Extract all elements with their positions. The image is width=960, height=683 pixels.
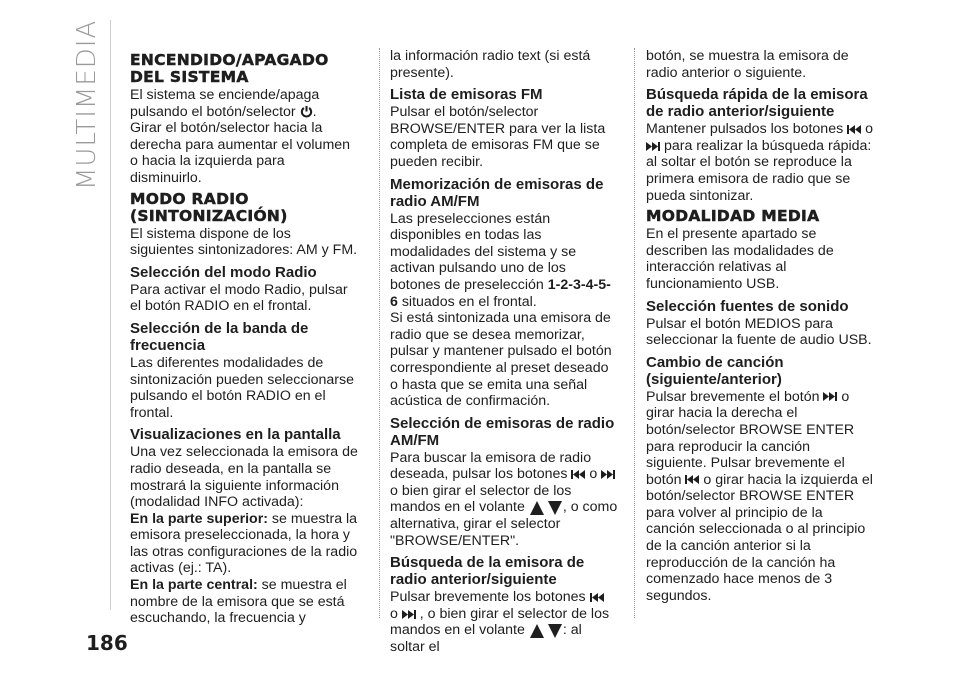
- heading-encendido: ENCENDIDO/APAGADO DEL SISTEMA: [130, 51, 329, 86]
- text: Mantener pulsados los botones: [646, 121, 848, 138]
- paragraph: botón, se muestra la emisora de radio anterior o siguiente.: [646, 48, 849, 81]
- heading-busqueda-rapida: Búsqueda rápida de la emisora de radio anterior/siguiente: [646, 86, 868, 121]
- paragraph: Una vez seleccionada la emisora de radio deseada, en la pantalla se mostrará la siguiente información (modalidad INFO activada):: [130, 444, 358, 511]
- text: para realizar la búsqueda rápida: al soltar el botón se reproduce la primera emisora de radio que se pueda sintonizar.: [646, 137, 872, 204]
- paragraph: [130, 577, 358, 627]
- power-icon: [300, 105, 313, 118]
- bold-label: En la parte central:: [130, 577, 258, 594]
- sidebar-divider: [110, 20, 111, 610]
- paragraph: En el presente apartado se describen las modalidades de interacción relativas al funcionamiento USB.: [646, 226, 834, 292]
- text: Para buscar la emisora de radio deseada, pulsar los botones: [390, 449, 592, 483]
- paragraph: Girar el botón/selector hacia la derecha para aumentar el volumen o hacia la izquierda para disminuirlo.: [130, 120, 351, 186]
- previous-track-icon: [590, 593, 604, 602]
- text: o: [861, 121, 873, 138]
- paragraph: Si está sintonizada una emisora de radio que se desea memorizar, pulsar y mantener pulsado el botón correspondiente al preset deseado o hasta que se emita una señal acústica de confirmación.: [390, 310, 612, 410]
- steering-wheel-selector-icon: [529, 500, 563, 516]
- text: o girar hacia la izquierda el botón/selector BROWSE ENTER para volver al principio de la canción seleccionada o al principio de la canción anterior si la reproducción de la canción ha comenzado hace menos de 3 segundos.: [646, 471, 873, 604]
- paragraph: [390, 450, 618, 550]
- text: Pulsar brevemente los botones: [390, 589, 590, 606]
- paragraph: El sistema dispone de los siguientes sintonizadores: AM y FM.: [130, 225, 358, 259]
- text: situados en el frontal.: [397, 293, 537, 310]
- heading-memorizacion: Memorización de emisoras de radio AM/FM: [390, 175, 604, 210]
- paragraph: [646, 389, 874, 605]
- text: .: [312, 103, 317, 120]
- column-divider: [634, 48, 636, 618]
- text: o bien girar el selector de los mandos en el volante: [390, 482, 572, 516]
- paragraph: la información radio text (si está presente).: [390, 48, 591, 81]
- text: : al soltar el: [390, 622, 582, 656]
- heading-seleccion-modo: Selección del modo Radio: [130, 263, 317, 281]
- next-track-icon: [402, 610, 416, 619]
- heading-banda: Selección de la banda de frecuencia: [130, 319, 309, 354]
- paragraph: [646, 121, 874, 204]
- heading-busqueda: Búsqueda de la emisora de radio anterior/siguiente: [390, 554, 585, 589]
- paragraph: Las diferentes modalidades de sintonización pueden seleccionarse pulsando el botón RADIO en el frontal.: [130, 354, 354, 421]
- next-track-icon: [601, 470, 615, 479]
- next-track-icon: [823, 392, 837, 401]
- preset-buttons-label: 1-2-3-4-5-6: [390, 276, 611, 310]
- heading-modalidad-media: MODALIDAD MEDIA: [646, 207, 820, 226]
- paragraph: Pulsar el botón/selector BROWSE/ENTER para ver la lista completa de emisoras FM que se pueden recibir.: [390, 104, 606, 170]
- text: se muestra el nombre de la emisora que se está escuchando, la frecuencia y: [130, 577, 347, 627]
- text: El sistema se enciende/apaga pulsando el botón/selector: [130, 87, 320, 120]
- next-track-icon: [646, 142, 660, 151]
- paragraph: [130, 87, 358, 120]
- paragraph: [130, 511, 358, 577]
- previous-track-icon: [685, 475, 699, 484]
- heading-seleccion-emisoras: Selección de emisoras de radio AM/FM: [390, 414, 615, 449]
- previous-track-icon: [847, 125, 861, 134]
- heading-lista: Lista de emisoras FM: [390, 86, 543, 104]
- column-2: [390, 48, 618, 656]
- heading-visualizaciones: Visualizaciones en la pantalla: [130, 426, 341, 444]
- text: o girar hacia la derecha el botón/selector BROWSE ENTER para reproducir la canción siguiente. Pulsar brevemente el botón: [646, 388, 855, 488]
- text: o: [585, 466, 602, 483]
- section-label: MULTIMEDIA: [72, 19, 102, 190]
- bold-label: En la parte superior:: [130, 510, 268, 527]
- text: Las preselecciones están disponibles en todas las modalidades del sistema y se activan pulsando uno de los botones de preselección: [390, 210, 577, 293]
- paragraph: [390, 589, 618, 655]
- paragraph: Para activar el modo Radio, pulsar el botón RADIO en el frontal.: [130, 281, 348, 315]
- text: Pulsar brevemente el botón: [646, 388, 824, 405]
- text: se muestra la emisora preseleccionada, la hora y las otras configuraciones de la radio activas (ej.: TA).: [130, 510, 358, 577]
- previous-track-icon: [571, 470, 585, 479]
- paragraph: Pulsar el botón MEDIOS para seleccionar la fuente de audio USB.: [646, 315, 872, 349]
- text: , o bien girar el selector de los mandos en el volante: [390, 605, 610, 639]
- column-divider: [379, 48, 381, 618]
- paragraph: [390, 211, 618, 311]
- heading-cambio-cancion: Cambio de canción (siguiente/anterior): [646, 353, 784, 388]
- heading-fuentes: Selección fuentes de sonido: [646, 297, 849, 315]
- column-1: [130, 48, 358, 627]
- text: , o como alternativa, girar el selector "BROWSE/ENTER".: [390, 499, 618, 549]
- page-number: 186: [86, 631, 128, 655]
- column-3: [646, 48, 874, 604]
- heading-modo-radio: MODO RADIO (SINTONIZACIÓN): [130, 189, 288, 225]
- steering-wheel-selector-icon: [529, 623, 563, 639]
- text: o: [390, 605, 402, 622]
